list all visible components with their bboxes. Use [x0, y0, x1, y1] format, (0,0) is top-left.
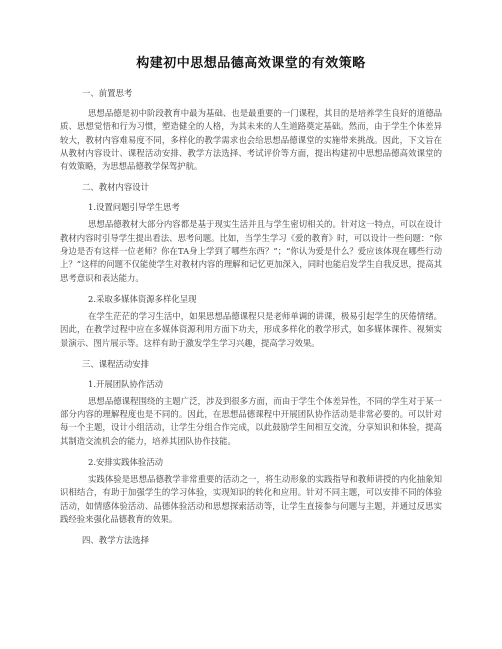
- document-title: 构建初中思想品德高效课堂的有效策略: [136, 56, 366, 71]
- section-heading-2: 二、教材内容设计: [82, 182, 149, 193]
- section-heading-1: 一、前置思考: [82, 88, 133, 98]
- subsection-2-1-paragraph: 思想品德教材大部分内容都是基于现实生活并且与学生密切相关的。针对这一特点，可以在设计教材内容时引导学生提出看法、思考问题。比如，当学生学习《爱的教育》时，可以设计一些问题：“你身边是否有这样一位老师？你在TA身上学到了哪些东西？”；“你认为爱是什么？爱应该体现在哪些行动上？”这样的问题不仅能使学生对教材内容的理解和记忆更加深入，同时也能启发学生自我反思，提高其思考意识和表达能力。: [60, 219, 442, 283]
- subsection-3-1-paragraph: 思想品德课程围绕的主题广泛，涉及到很多方面，而由于学生个体差异性，不同的学生对于某一部分内容的理解程度也是不同的。因此，在思想品德课程中开展团队协作活动是非常必要的。可以针对每一个主题，设计小组活动，让学生分组合作完成，以此鼓励学生间相互交流，分享知识和体验，提高其制造交流机会的能力，培养其团队协作技能。: [60, 395, 442, 446]
- subsection-3-2-paragraph: 实践体验是思想品德教学非常重要的活动之一，将生动形象的实践指导和教师讲授的内化抽象知识相结合，有助于加强学生的学习体验，实现知识的转化和应用。针对不同主题，可以安排不同的体验活动，如情感体验活动、品德体验活动和思想探索活动等，让学生直接参与问题与主题，并通过反思实践经验来强化品德教育的效果。: [60, 474, 442, 524]
- subsection-heading-2-2: 2.采取多媒体资源多样化呈现: [88, 293, 197, 304]
- section-heading-4: 四、教学方法选择: [82, 535, 149, 546]
- subsection-2-2-paragraph: 在学生茫茫的学习生活中，如果思想品德课程只是老师单调的讲课，极易引起学生的厌倦情绪。因此，在教学过程中应在多媒体资源利用方面下功夫，形成多样化的教学形式，如多媒体课件、视频实景演示、图片展示等。这样有助于激发学生学习兴趣，提高学习效果。: [60, 310, 442, 348]
- section-heading-3: 三、课程活动安排: [82, 358, 149, 369]
- subsection-heading-3-1: 1.开展团队协作活动: [88, 378, 163, 389]
- subsection-heading-3-2: 2.安排实践体验活动: [88, 457, 163, 468]
- subsection-heading-2-1: 1.设置问题引导学生思考: [88, 202, 180, 213]
- section-1-paragraph: 思想品德是初中阶段教育中最为基础、也是最重要的一门课程，其目的是培养学生良好的道德品质、思想觉悟和行为习惯，塑造健全的人格，为其未来的人生道路奠定基础。然而，由于学生个体差异较大，教材内容难易度不同，多样化的教学需求也会给思想品德课堂的实施带来挑战。因此，下文旨在从教材内容设计、课程活动安排、教学方法选择、考试评价等方面，提出构建初中思想品德高效课堂的有效策略，为思想品德教学保驾护航。: [60, 108, 442, 172]
